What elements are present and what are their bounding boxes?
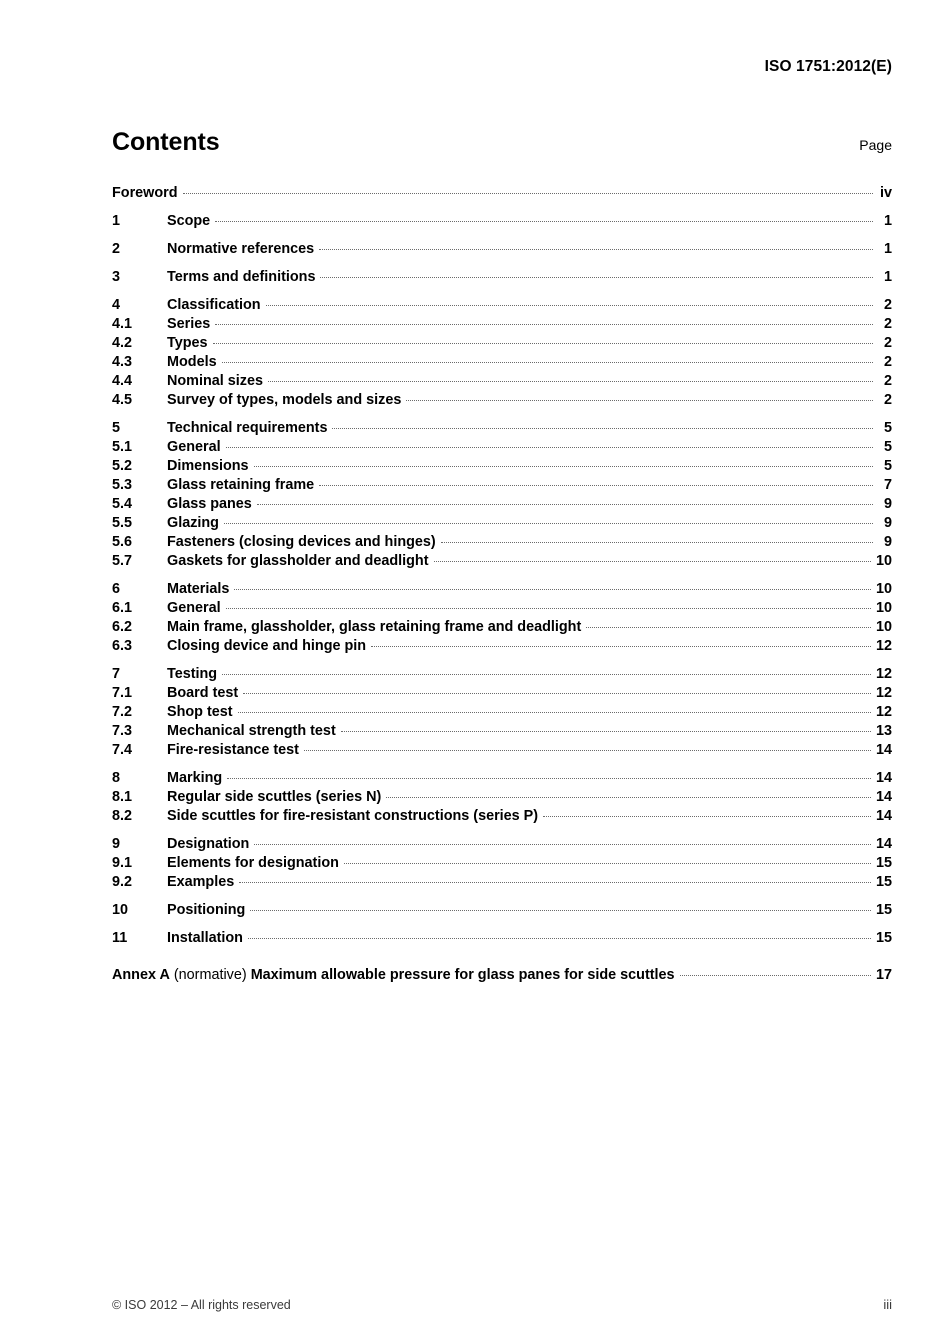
toc-entry-page: 9	[883, 534, 892, 551]
toc-entry-page: 14	[875, 770, 892, 787]
toc-entry[interactable]	[112, 418, 892, 437]
toc-entry[interactable]	[112, 579, 892, 598]
toc-entry[interactable]	[112, 551, 892, 570]
toc-entry-number: 5.6	[112, 534, 133, 551]
toc-leader-dots	[266, 295, 873, 309]
copyright-notice: © ISO 2012 – All rights reserved	[112, 1298, 291, 1312]
toc-entry-number: 6.2	[112, 619, 133, 636]
page-column-header: Page	[859, 137, 892, 153]
toc-leader-dots	[386, 787, 871, 801]
toc-entry-title: Main frame, glassholder, glass retaining frame and deadlight	[167, 619, 582, 636]
toc-entry-number: 7	[112, 666, 121, 683]
toc-entry-title: Glass retaining frame	[167, 477, 315, 494]
toc-leader-dots	[226, 437, 873, 451]
toc-entry-title: Shop test	[167, 704, 233, 721]
footer-page-number: iii	[883, 1297, 892, 1312]
toc-entry[interactable]	[112, 437, 892, 456]
toc-entry-title: Testing	[167, 666, 218, 683]
toc-leader-dots	[434, 551, 871, 565]
toc-leader-dots	[213, 333, 873, 347]
toc-leader-dots	[243, 683, 871, 697]
document-reference-header: ISO 1751:2012(E)	[764, 58, 892, 75]
toc-entry-title: Designation	[167, 836, 250, 853]
toc-leader-dots	[222, 664, 871, 678]
toc-leader-dots	[543, 806, 871, 820]
toc-entry-page: 1	[883, 269, 892, 286]
toc-entry-page: 5	[883, 458, 892, 475]
toc-entry-page: 12	[875, 685, 892, 702]
annex-label: Annex A	[112, 967, 170, 984]
toc-entry-number: 6.1	[112, 600, 133, 617]
toc-entry-title: Technical requirements	[167, 420, 328, 437]
toc-leader-dots	[227, 768, 871, 782]
toc-entry-page: 14	[875, 789, 892, 806]
toc-entry-page: 2	[883, 392, 892, 409]
toc-entry-page: 7	[883, 477, 892, 494]
toc-entry[interactable]	[112, 872, 892, 891]
toc-leader-dots	[680, 965, 871, 979]
toc-entry[interactable]	[112, 532, 892, 551]
toc-entry-title: Scope	[167, 213, 211, 230]
toc-entry-page: 2	[883, 354, 892, 371]
toc-entry-page: 14	[875, 836, 892, 853]
toc-entry-page: 17	[875, 967, 892, 984]
toc-entry-number: 7.3	[112, 723, 133, 740]
toc-entry[interactable]	[112, 295, 892, 314]
toc-entry-number: 1	[112, 213, 121, 230]
toc-leader-dots	[268, 371, 873, 385]
toc-entry-number: 6	[112, 581, 121, 598]
toc-entry-number: 5.7	[112, 553, 133, 570]
toc-entry-title: Nominal sizes	[167, 373, 263, 390]
toc-entry[interactable]	[112, 456, 892, 475]
toc-entry-page: 2	[883, 316, 892, 333]
toc-entry-title: Fasteners (closing devices and hinges)	[167, 534, 436, 551]
toc-entry-title: Board test	[167, 685, 239, 702]
toc-entry-title: Glazing	[167, 515, 219, 532]
page-footer	[112, 1297, 892, 1312]
toc-entry[interactable]	[112, 740, 892, 759]
toc-entry-title: Terms and definitions	[167, 269, 316, 286]
toc-entry-page: 9	[883, 515, 892, 532]
toc-leader-dots	[239, 872, 871, 886]
toc-entry-number: 5.1	[112, 439, 133, 456]
toc-leader-dots	[441, 532, 873, 546]
toc-entry-number: 4.4	[112, 373, 133, 390]
toc-entry[interactable]	[112, 664, 892, 683]
contents-title-bar	[112, 128, 892, 157]
toc-annex-heading	[112, 966, 678, 985]
toc-entry-annex[interactable]	[112, 965, 892, 984]
toc-entry-title: Models	[167, 354, 217, 371]
toc-leader-dots	[406, 390, 873, 404]
toc-entry-title: Survey of types, models and sizes	[167, 392, 402, 409]
toc-entry-title: Regular side scuttles (series N)	[167, 789, 382, 806]
toc-entry-page: 10	[875, 553, 892, 570]
toc-entry-page: 15	[875, 902, 892, 919]
toc-entry[interactable]	[112, 475, 892, 494]
toc-entry-number: 4	[112, 297, 121, 314]
toc-entry-number: 5.5	[112, 515, 133, 532]
toc-entry[interactable]	[112, 636, 892, 655]
toc-entry-title: Foreword	[112, 185, 178, 202]
toc-leader-dots	[215, 211, 873, 225]
toc-leader-dots	[344, 853, 871, 867]
toc-entry-title: Examples	[167, 874, 235, 891]
toc-entry-title: General	[167, 439, 221, 456]
toc-entry-number: 5.2	[112, 458, 133, 475]
toc-entry[interactable]	[112, 834, 892, 853]
toc-entry-page: 1	[883, 241, 892, 258]
toc-entry-number: 8	[112, 770, 121, 787]
toc-entry-page: 12	[875, 666, 892, 683]
toc-entry[interactable]	[112, 702, 892, 721]
toc-entry-number: 9	[112, 836, 121, 853]
toc-entry-page: 14	[875, 808, 892, 825]
toc-leader-dots	[332, 418, 873, 432]
toc-entry-page: 5	[883, 420, 892, 437]
toc-leader-dots	[586, 617, 871, 631]
toc-leader-dots	[226, 598, 871, 612]
page-title: Contents	[112, 128, 220, 156]
toc-entry-number: 4.3	[112, 354, 133, 371]
toc-entry[interactable]	[112, 267, 892, 286]
toc-leader-dots	[248, 928, 871, 942]
toc-entry-number: 4.5	[112, 392, 133, 409]
toc-leader-dots	[371, 636, 871, 650]
toc-entry-title: Elements for designation	[167, 855, 339, 872]
toc-entry-number: 5	[112, 420, 121, 437]
toc-entry-number: 4.2	[112, 335, 133, 352]
toc-entry-title: General	[167, 600, 221, 617]
toc-entry[interactable]	[112, 768, 892, 787]
toc-entry-number: 4.1	[112, 316, 133, 333]
toc-entry-number: 8.2	[112, 808, 133, 825]
toc-entry-number: 9.1	[112, 855, 133, 872]
table-of-contents	[112, 183, 892, 984]
toc-entry-number: 2	[112, 241, 121, 258]
toc-entry-page: 2	[883, 335, 892, 352]
toc-leader-dots	[250, 900, 871, 914]
toc-leader-dots	[319, 475, 873, 489]
toc-entry[interactable]	[112, 928, 892, 947]
toc-entry[interactable]	[112, 598, 892, 617]
toc-entry[interactable]	[112, 853, 892, 872]
toc-entry[interactable]	[112, 239, 892, 258]
annex-title: Maximum allowable pressure for glass panes for side scuttles	[250, 967, 675, 984]
toc-entry-page: 10	[875, 581, 892, 598]
toc-entry[interactable]	[112, 787, 892, 806]
toc-entry[interactable]	[112, 617, 892, 636]
toc-entry[interactable]	[112, 183, 892, 202]
toc-entry-title: Glass panes	[167, 496, 252, 513]
toc-leader-dots	[234, 579, 871, 593]
toc-entry-number: 6.3	[112, 638, 133, 655]
toc-entry-page: 12	[875, 638, 892, 655]
toc-entry[interactable]	[112, 806, 892, 825]
toc-entry-page: 1	[883, 213, 892, 230]
toc-entry[interactable]	[112, 352, 892, 371]
toc-entry-number: 5.3	[112, 477, 133, 494]
toc-entry-title: Mechanical strength test	[167, 723, 336, 740]
toc-entry-title: Side scuttles for fire-resistant constructions (series P)	[167, 808, 539, 825]
toc-entry-title: Materials	[167, 581, 230, 598]
toc-entry-number: 7.1	[112, 685, 133, 702]
toc-entry-title: Positioning	[167, 902, 246, 919]
toc-entry-page: 15	[875, 874, 892, 891]
toc-leader-dots	[215, 314, 873, 328]
toc-entry-number: 11	[112, 930, 128, 947]
annex-kind: (normative)	[173, 967, 247, 984]
toc-entry-page: 10	[875, 600, 892, 617]
toc-entry-title: Types	[167, 335, 208, 352]
toc-entry-page: iv	[879, 185, 892, 202]
toc-leader-dots	[222, 352, 873, 366]
toc-entry-title: Dimensions	[167, 458, 249, 475]
toc-entry-title: Classification	[167, 297, 261, 314]
toc-leader-dots	[257, 494, 873, 508]
toc-entry-number: 5.4	[112, 496, 133, 513]
toc-leader-dots	[238, 702, 871, 716]
toc-entry-page: 2	[883, 297, 892, 314]
toc-entry-page: 10	[875, 619, 892, 636]
toc-entry[interactable]	[112, 683, 892, 702]
toc-entry[interactable]	[112, 494, 892, 513]
toc-entry-title: Gaskets for glassholder and deadlight	[167, 553, 429, 570]
toc-entry[interactable]	[112, 390, 892, 409]
toc-leader-dots	[254, 456, 873, 470]
toc-entry-number: 10	[112, 902, 129, 919]
toc-leader-dots	[319, 239, 873, 253]
toc-entry-number: 7.4	[112, 742, 133, 759]
toc-leader-dots	[254, 834, 871, 848]
toc-entry-page: 12	[875, 704, 892, 721]
toc-entry-number: 8.1	[112, 789, 133, 806]
toc-entry[interactable]	[112, 211, 892, 230]
toc-leader-dots	[341, 721, 871, 735]
toc-entry[interactable]	[112, 314, 892, 333]
toc-entry-page: 5	[883, 439, 892, 456]
toc-entry-page: 9	[883, 496, 892, 513]
toc-leader-dots	[183, 183, 873, 197]
toc-entry-number: 7.2	[112, 704, 133, 721]
toc-entry-title: Fire-resistance test	[167, 742, 299, 759]
toc-entry[interactable]	[112, 900, 892, 919]
toc-entry[interactable]	[112, 371, 892, 390]
toc-entry-title: Marking	[167, 770, 223, 787]
toc-entry[interactable]	[112, 513, 892, 532]
toc-entry-number: 9.2	[112, 874, 133, 891]
toc-entry-page: 15	[875, 930, 892, 947]
toc-entry-title: Normative references	[167, 241, 315, 258]
toc-entry-page: 14	[875, 742, 892, 759]
toc-entry-page: 13	[875, 723, 892, 740]
toc-entry-page: 2	[883, 373, 892, 390]
toc-entry[interactable]	[112, 333, 892, 352]
toc-entry-number: 3	[112, 269, 121, 286]
toc-leader-dots	[304, 740, 871, 754]
toc-entry[interactable]	[112, 721, 892, 740]
toc-entry-page: 15	[875, 855, 892, 872]
toc-entry-title: Installation	[167, 930, 243, 947]
toc-entry-title: Closing device and hinge pin	[167, 638, 367, 655]
toc-entry-title: Series	[167, 316, 211, 333]
toc-leader-dots	[224, 513, 873, 527]
toc-leader-dots	[320, 267, 873, 281]
